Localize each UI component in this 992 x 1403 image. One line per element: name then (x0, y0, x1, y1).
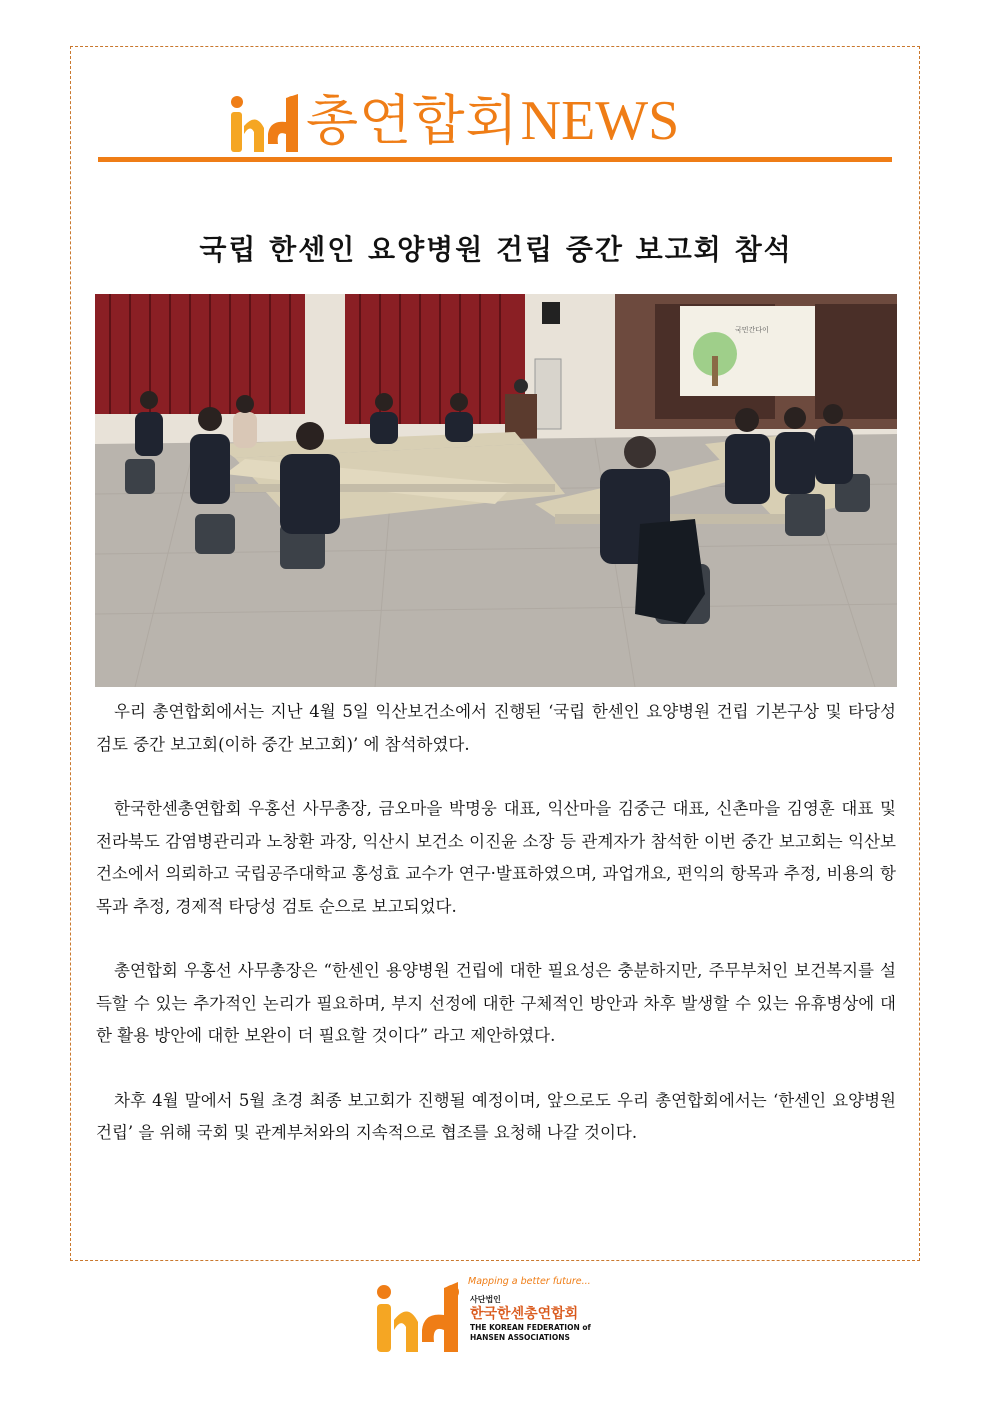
hansen-logo-icon (228, 94, 302, 154)
org-name-english-line2: HANSEN ASSOCIATIONS (470, 1333, 570, 1342)
masthead-title-news: NEWS (520, 90, 680, 152)
article-paragraph: 한국한센총연합회 우홍선 사무총장, 금오마을 박명웅 대표, 익산마을 김중근 대표, 신촌마을 김영훈 대표 및 전라북도 감염병관리과 노창환 과장, 익산시 보건소 이진윤 소장 등 관계자가 참석한 이번 중간 보고회는 익산보건소에서 의뢰하고 국립공주대학교 홍성효 교수가 연구·발표하였으며, 과업개요, 편익의 항목과 추정, 비용의 항목과 추정, 경제적 타당성 검토 순으로 보고되었다. (96, 799, 896, 916)
masthead-rule (98, 157, 892, 162)
article-body (96, 696, 896, 1182)
footer-tagline: Mapping a better future... (468, 1276, 591, 1287)
masthead (228, 78, 679, 154)
org-name-english-line1: THE KOREAN FEDERATION of (470, 1323, 591, 1332)
meeting-photo (95, 294, 897, 687)
article-paragraph: 총연합회 우홍선 사무총장은 “한센인 용양병원 건립에 대한 필요성은 충분하지만, 주무부처인 보건복지를 설득할 수 있는 추가적인 논리가 필요하며, 부지 선정에 대한 구체적인 방안과 차후 발생할 수 있는 유휴병상에 대한 활용 방안에 대한 보완이 더 필요할 것이다” 라고 제안하였다. (96, 961, 896, 1045)
footer-logo-block (374, 1276, 634, 1356)
org-name-korean: 한국한센총연합회 (470, 1306, 579, 1322)
org-prefix: 사단법인 (470, 1295, 501, 1304)
slide-title: 국민간다이 (735, 326, 769, 334)
masthead-title-korean: 총연합회 (306, 89, 519, 152)
article-paragraph: 차후 4월 말에서 5월 초경 최종 보고회가 진행될 예정이며, 앞으로도 우리 총연합회에서는 ‘한센인 요양병원 건립’ 을 위해 국회 및 관계부처와의 지속적으로 협조를 요청해 나갈 것이다. (96, 1090, 896, 1142)
article-headline: 국립 한센인 요양병원 건립 중간 보고회 참석 (199, 233, 793, 266)
hansen-logo-icon (374, 1282, 466, 1354)
article-paragraph: 우리 총연합회에서는 지난 4월 5일 익산보건소에서 진행된 ‘국립 한센인 요양병원 건립 기본구상 및 타당성 검토 중간 보고회(이하 중간 보고회)’ 에 참석하였다. (96, 702, 896, 754)
